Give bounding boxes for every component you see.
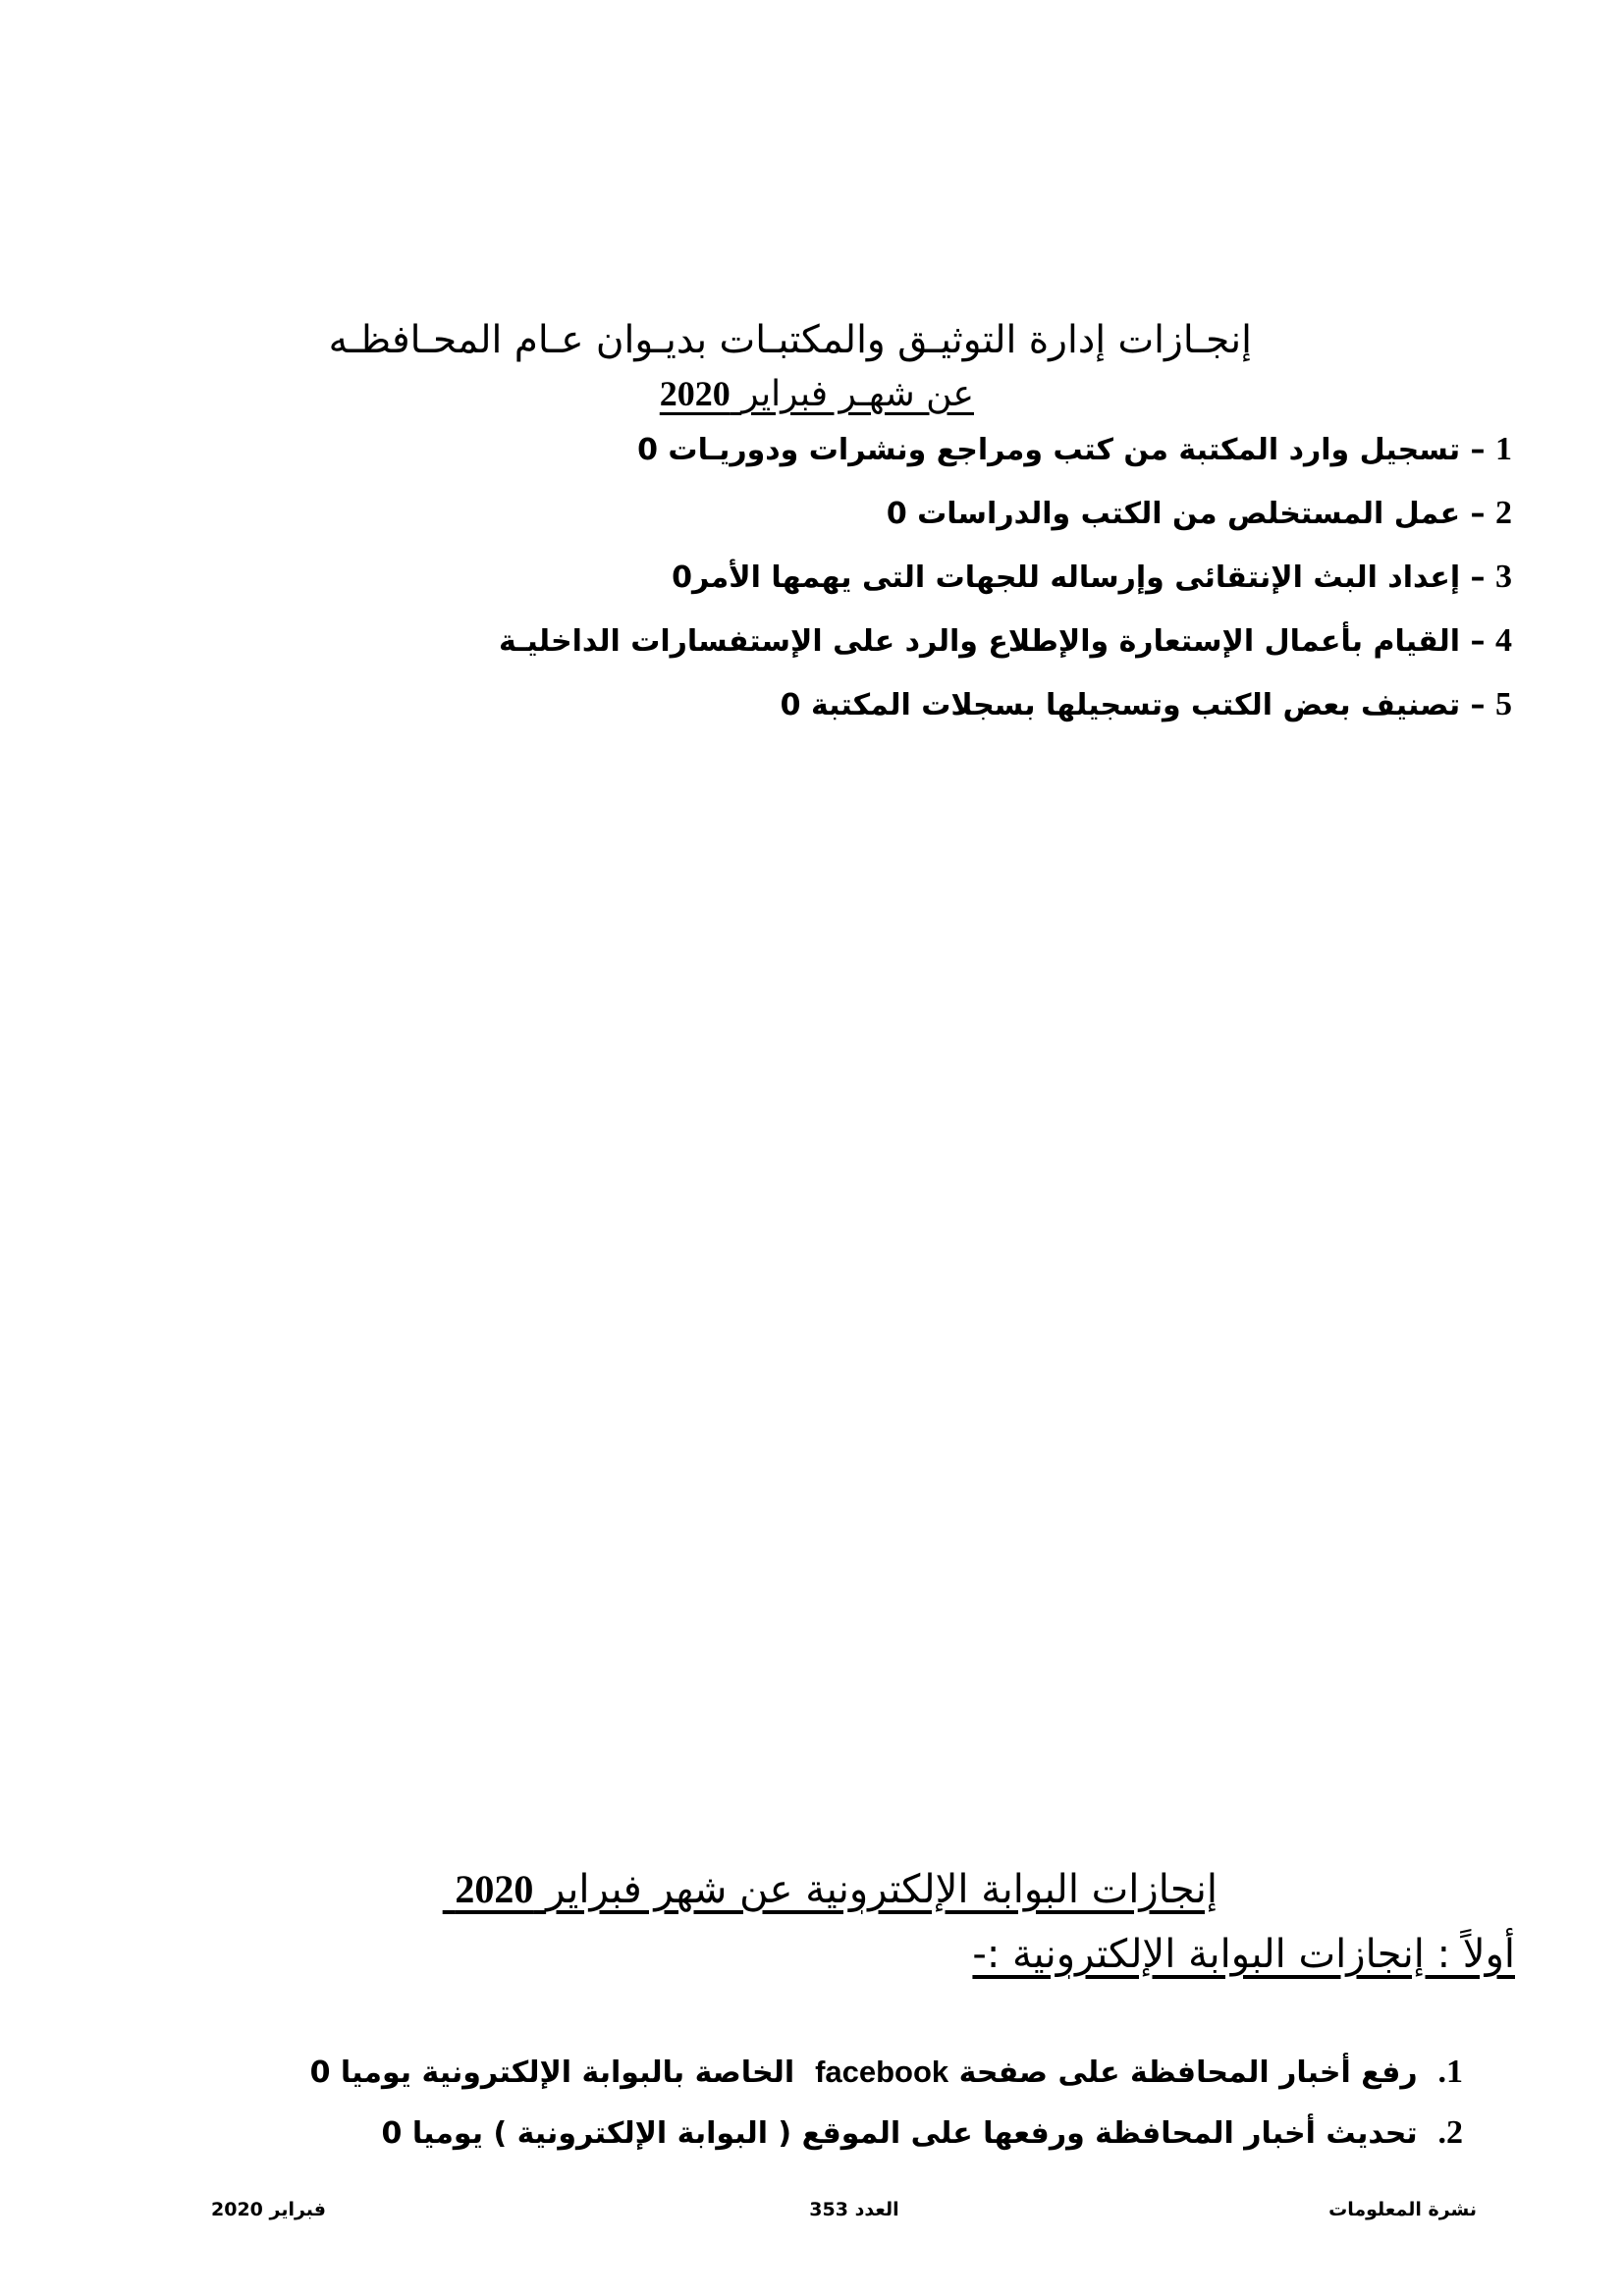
portal-title-text: إنجازات البوابة الإلكترونية عن شهر فبراير — [546, 1867, 1218, 1912]
item-text: تحديث أخبار المحافظة ورفعها على الموقع ( البوابة الإلكترونية ) يوميا 0 — [381, 2116, 1418, 2151]
item-text: – عمل المستخلص من الكتب والدراسات 0 — [886, 497, 1486, 531]
portal-achievements-list — [309, 2047, 1463, 2168]
item-text-after: الخاصة بالبوابة الإلكترونية يوميا 0 — [309, 2056, 795, 2090]
item-text: – القيام بأعمال الإستعارة والإطلاع والرد على الإستفسارات الداخليـة — [499, 624, 1486, 659]
item-number: 1. — [1437, 2054, 1463, 2090]
list-item — [550, 486, 1512, 550]
list-item — [550, 550, 1512, 614]
portal-section-title — [412, 1863, 1218, 1916]
item-number: 2 — [1495, 495, 1512, 531]
item-text: – إعداد البث الإنتقائى وإرساله للجهات التى يهمها الأمر0 — [672, 561, 1486, 595]
library-section-period — [628, 371, 974, 417]
item-text-before: رفع أخبار المحافظة على صفحة — [958, 2056, 1418, 2090]
item-number: 4 — [1495, 622, 1512, 659]
footer-date: فبراير 2020 — [211, 2199, 326, 2220]
list-item — [309, 2047, 1463, 2108]
item-number: 5 — [1495, 686, 1512, 722]
portal-section-subtitle: أولاً : إنجازات البوابة الإلكترونية :- — [972, 1932, 1515, 1977]
list-item — [499, 614, 1512, 677]
item-number: 2. — [1437, 2114, 1463, 2151]
portal-title-year: 2020 — [455, 1867, 534, 1911]
list-item — [550, 677, 1512, 741]
list-item — [373, 2108, 1463, 2168]
item-text: – تصنيف بعض الكتب وتسجيلها بسجلات المكتبة 0 — [780, 688, 1486, 722]
library-period-year: 2020 — [659, 374, 731, 413]
footer-publication: نشرة المعلومات — [1328, 2199, 1477, 2220]
library-achievements-list — [499, 422, 1512, 741]
facebook-word: facebook — [815, 2055, 949, 2089]
library-section-title: إنجـازات إدارة التوثيـق والمكتبـات بديـوان عـام المحـافظـه — [328, 318, 1252, 362]
item-number: 1 — [1495, 431, 1512, 467]
library-period-text: عن شهـر فبراير — [741, 374, 974, 414]
footer-issue: العدد 353 — [809, 2199, 899, 2220]
item-text: – تسجيل وارد المكتبة من كتب ومراجع ونشرات ودوريـات 0 — [637, 433, 1486, 467]
item-number: 3 — [1495, 559, 1512, 595]
list-item — [550, 422, 1512, 486]
page-footer — [0, 2199, 1624, 2228]
